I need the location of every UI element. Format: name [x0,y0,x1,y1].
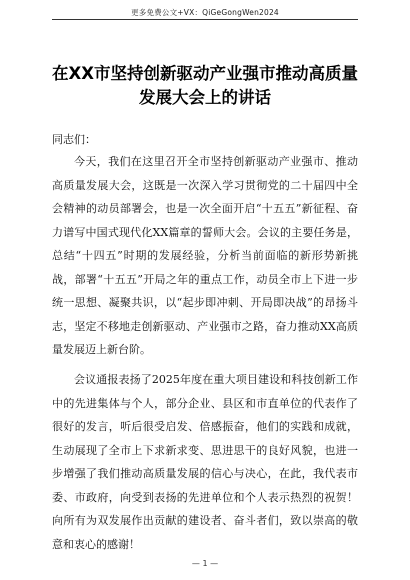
header-note: 更多免费公文+VX：QiGeGongWen2024 [131,8,279,17]
header-divider [52,19,358,20]
body-paragraph-2: 会议通报表扬了2025年度在重大项目建设和科技创新工作中的先进集体与个人，部分企业、县区和市直单位的代表作了很好的发言，听后很受启发、倍感振奋，他们的实践和成就，生动展现了全市上下求新求变、思进思干的良好风貌，也进一步增强了我们推动高质量发展的信心与决心，在此，我代表市委、市政府，向受到表扬的先进单位和个人表示热烈的祝贺！向所有为双发展作出贡献的建设者、奋斗者们，致以崇高的敬意和衷心的感谢！ [52,373,358,551]
document-title: 在XX市坚持创新驱动产业强市推动高质量发展大会上的讲话 [52,64,358,107]
body-paragraph-1: 今天，我们在这里召开全市坚持创新驱动产业强市、推动高质量发展大会，这既是一次深入学习贯彻党的二十届四中全会精神的动员部署会，也是一次全面开启“十五五”新征程、奋力谱写中国式现代化XX篇章的誓师大会。会议的主要任务是，总结“十四五”时期的发展经验，分析当前面临的新形势新挑战，部署“十五五”开局之年的重点工作，动员全市上下进一步统一思想、凝聚共识，以“起步即冲刺、开局即决战”的昂扬斗志，坚定不移地走创新驱动、产业强市之路，奋力推动XX高质量发展迈上新台阶。 [52,155,358,356]
salutation: 同志们： [52,133,96,146]
page-number: — 1 — [191,559,219,568]
